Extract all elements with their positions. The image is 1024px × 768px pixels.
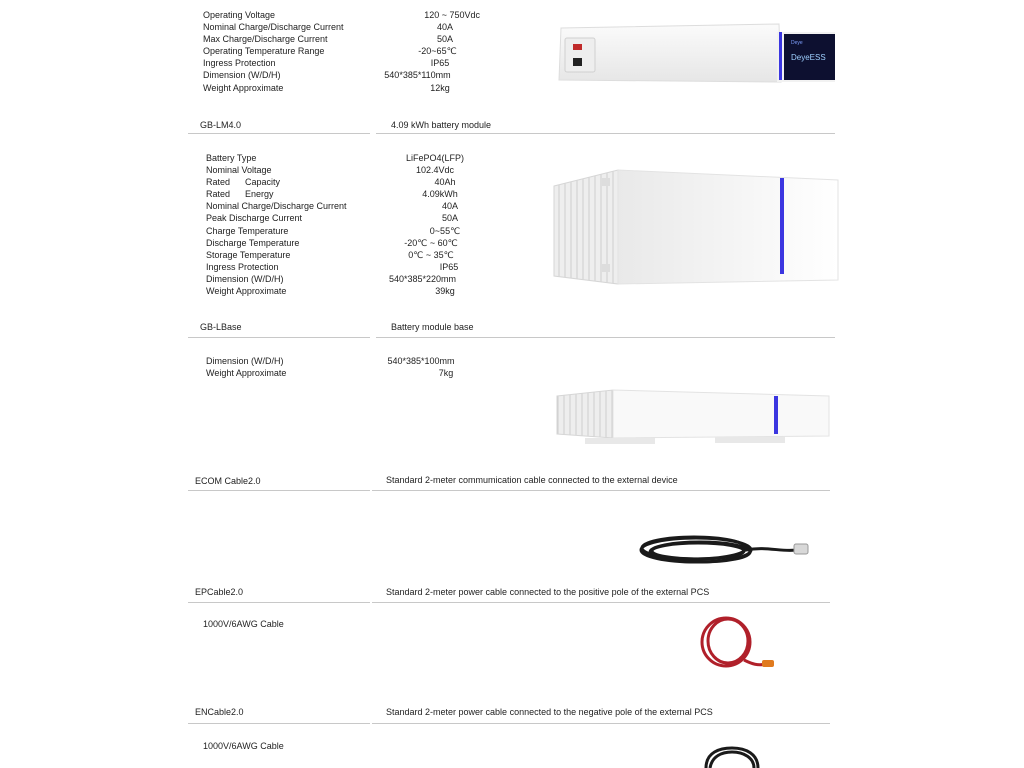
divider (188, 602, 370, 603)
divider (376, 337, 835, 338)
divider (372, 723, 830, 724)
communication-cable-image (636, 530, 812, 572)
spec-label: Operating Voltage (203, 10, 276, 20)
spec-value: 40Ah (434, 177, 456, 188)
spec-label: Weight Approximate (206, 286, 287, 297)
spec-value: 540*385*110mm (384, 70, 451, 81)
divider (376, 133, 835, 134)
ecom-section-id: ECOM Cable2.0 (195, 476, 261, 486)
spec-value: 0℃ ~ 35℃ (408, 249, 454, 260)
spec-label: Nominal Charge/Discharge Current (206, 201, 347, 212)
spec-value: 540*385*220mm (388, 273, 457, 284)
ep-section-desc: Standard 2-meter power cable connected to the positive pole of the external PCS (386, 587, 710, 597)
en-cable-spec: 1000V/6AWG Cable (203, 741, 284, 751)
spec-value: IP65 (439, 261, 459, 272)
spec-label: Ingress Protection (206, 261, 279, 272)
divider (372, 602, 830, 603)
bms-screen-top: Deye (791, 40, 803, 46)
spec-value: 102.4Vdc (415, 165, 455, 176)
battery-module-image (550, 168, 840, 286)
spec-label: Dimension (W/D/H) (206, 273, 284, 284)
ep-section-id: EPCable2.0 (195, 587, 244, 597)
module-spec-labels (206, 152, 347, 297)
positive-power-cable-image (696, 614, 776, 672)
spec-value: IP65 (430, 58, 450, 69)
spec-value: 50A (436, 34, 453, 45)
spec-label: Dimension (W/D/H) (206, 356, 284, 366)
spec-label: Weight Approximate (206, 368, 287, 379)
bms-unit-image (555, 22, 837, 86)
spec-label: Charge Temperature (206, 225, 289, 236)
spec-label: Ingress Protection (203, 58, 276, 69)
spec-value: -20~65℃ (418, 46, 457, 57)
spec-value: 7kg (438, 368, 454, 379)
divider (188, 133, 370, 134)
spec-label: Rated Energy (206, 189, 274, 200)
spec-label: Max Charge/Discharge Current (203, 34, 328, 45)
bms-spec-labels (203, 9, 344, 94)
ep-cable-spec: 1000V/6AWG Cable (203, 619, 284, 629)
module-section-id: GB-LM4.0 (200, 120, 242, 130)
divider (188, 337, 370, 338)
spec-label: Rated Capacity (206, 177, 281, 188)
base-section-id: GB-LBase (200, 322, 242, 332)
spec-label: Discharge Temperature (206, 237, 300, 248)
spec-label: Operating Temperature Range (203, 46, 325, 57)
battery-base-image (555, 388, 833, 446)
spec-value: 40A (441, 201, 458, 212)
spec-value: 120 ~ 750Vdc (424, 10, 480, 20)
spec-value: -20℃ ~ 60℃ (404, 237, 458, 248)
module-spec-values (375, 152, 495, 297)
divider (188, 490, 370, 491)
spec-label: Battery Type (206, 153, 257, 163)
en-section-desc: Standard 2-meter power cable connected to the negative pole of the external PCS (386, 707, 713, 717)
spec-label: Dimension (W/D/H) (203, 70, 281, 81)
spec-value: 39kg (435, 286, 455, 297)
spec-label: Nominal Voltage (206, 165, 272, 176)
spec-value: 0~55℃ (429, 225, 461, 236)
spec-value: 40A (436, 22, 453, 33)
divider (188, 723, 370, 724)
spec-value: 12kg (430, 82, 450, 93)
spec-value: 4.09kWh (422, 189, 458, 200)
spec-value: LiFePO4(LFP) (405, 153, 465, 163)
ecom-section-desc: Standard 2-meter commumication cable connected to the external device (386, 475, 678, 485)
divider (372, 490, 830, 491)
spec-label: Nominal Charge/Discharge Current (203, 22, 344, 33)
bms-screen-main: DeyeESS (791, 53, 826, 62)
spec-label: Weight Approximate (203, 82, 284, 93)
spec-label: Storage Temperature (206, 249, 291, 260)
en-section-id: ENCable2.0 (195, 707, 244, 717)
spec-value: 50A (441, 213, 458, 224)
spec-label: Peak Discharge Current (206, 213, 303, 224)
spec-value: 540*385*100mm (387, 356, 455, 366)
base-spec-values (375, 355, 517, 379)
base-spec-labels (206, 355, 286, 379)
module-section-desc: 4.09 kWh battery module (391, 120, 492, 130)
bms-spec-values (345, 9, 545, 94)
negative-power-cable-image (700, 746, 764, 768)
base-section-desc: Battery module base (391, 322, 474, 332)
